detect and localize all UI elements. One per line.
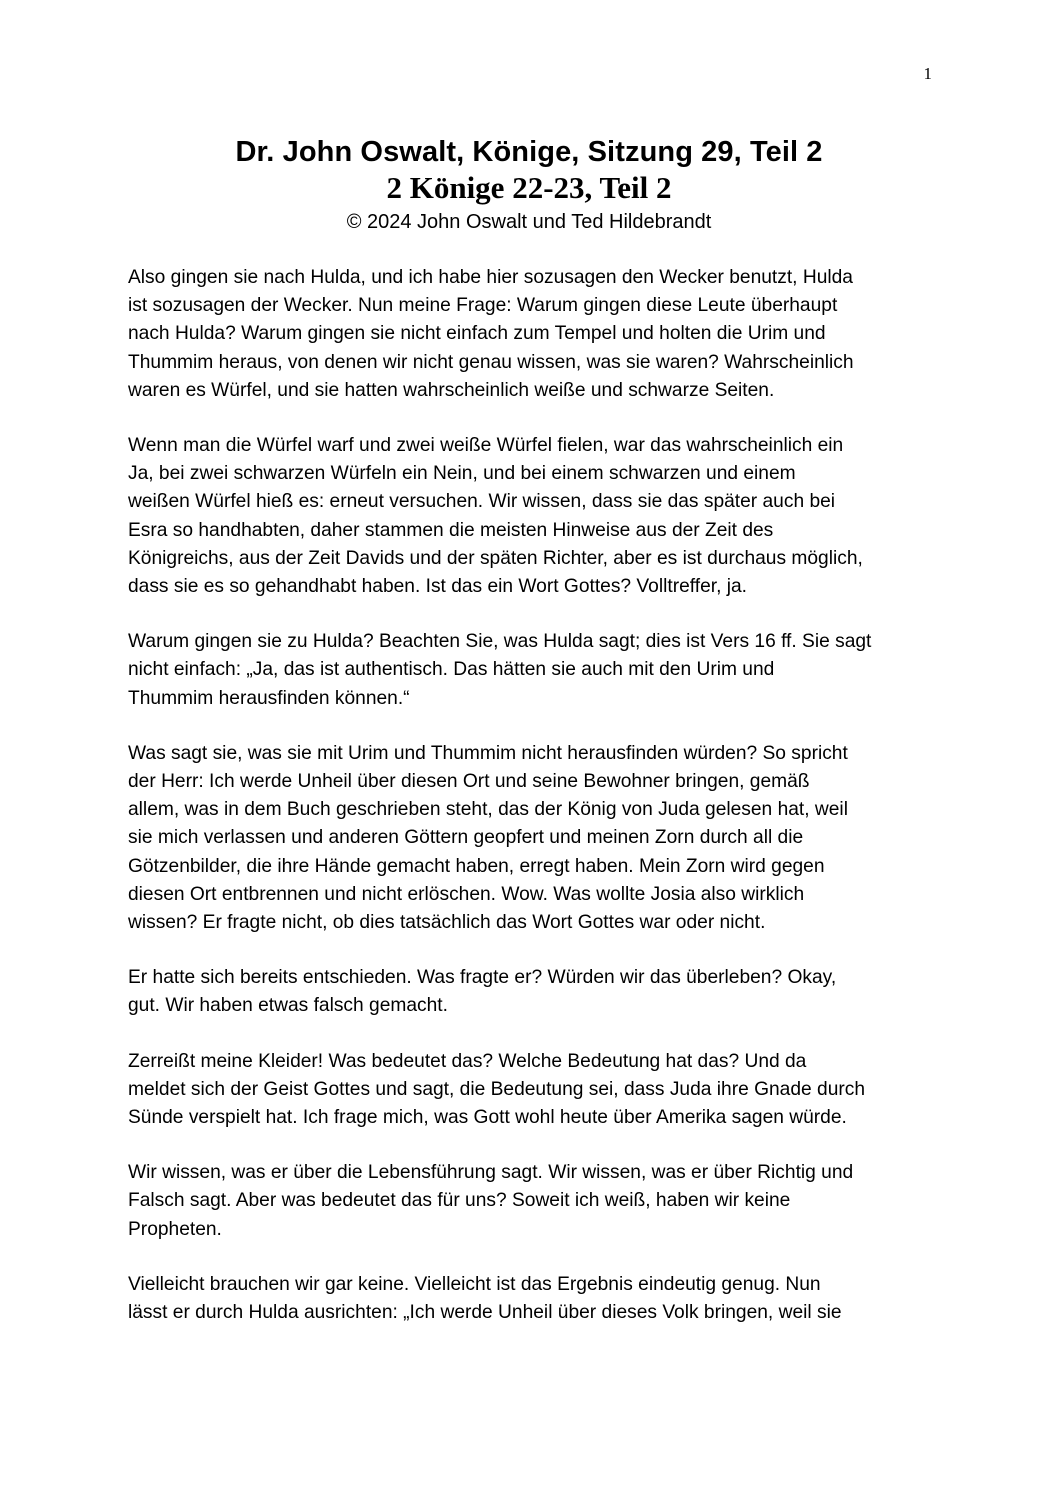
document-header [0, 134, 1058, 236]
document-title: Dr. John Oswalt, Könige, Sitzung 29, Teil 2 [235, 136, 823, 168]
text-line: nicht einfach: „Ja, das ist authentisch. Das hätten sie auch mit den Urim und [128, 659, 775, 681]
paragraph [128, 740, 938, 937]
text-line: Falsch sagt. Aber was bedeutet das für uns? Soweit ich weiß, haben wir keine [128, 1190, 791, 1212]
text-line: der Herr: Ich werde Unheil über diesen Ort und seine Bewohner bringen, gemäß [128, 771, 810, 793]
text-line: Thummim heraus, von denen wir nicht genau wissen, was sie waren? Wahrscheinlich [128, 351, 854, 373]
text-line: Er hatte sich bereits entschieden. Was fragte er? Würden wir das überleben? Okay, [128, 967, 837, 989]
text-line: gut. Wir haben etwas falsch gemacht. [128, 995, 448, 1017]
text-line: Thummim herausfinden können.“ [128, 687, 410, 709]
text-line: sie mich verlassen und anderen Göttern geopfert und meinen Zorn durch all die [128, 827, 804, 849]
text-line: Zerreißt meine Kleider! Was bedeutet das? Welche Bedeutung hat das? Und da [128, 1050, 807, 1072]
text-line: Also gingen sie nach Hulda, und ich habe hier sozusagen den Wecker benutzt, Hulda [128, 267, 853, 288]
paragraph [128, 432, 938, 601]
text-line: wissen? Er fragte nicht, ob dies tatsächlich das Wort Gottes war oder nicht. [128, 912, 766, 934]
text-line: waren es Würfel, und sie hatten wahrscheinlich weiße und schwarze Seiten. [128, 379, 775, 401]
text-line: Vielleicht brauchen wir gar keine. Vielleicht ist das Ergebnis eindeutig genug. Nun [128, 1273, 821, 1295]
document-body [128, 264, 938, 1354]
copyright-notice: © 2024 John Oswalt und Ted Hildebrandt [346, 211, 712, 233]
paragraph [128, 1048, 938, 1133]
text-line: allem, was in dem Buch geschrieben steht, das der König von Juda gelesen hat, weil [128, 799, 848, 821]
text-line: Warum gingen sie zu Hulda? Beachten Sie, was Hulda sagt; dies ist Vers 16 ff. Sie sagt [128, 631, 872, 653]
page-number: 1 [923, 64, 932, 83]
text-line: Propheten. [128, 1218, 222, 1240]
text-line: lässt er durch Hulda ausrichten: „Ich werde Unheil über dieses Volk bringen, weil sie [128, 1302, 842, 1324]
text-line: Esra so handhabten, daher stammen die meisten Hinweise aus der Zeit des [128, 519, 774, 541]
paragraph [128, 628, 938, 713]
text-line: ist sozusagen der Wecker. Nun meine Frage: Warum gingen diese Leute überhaupt [128, 295, 838, 317]
text-line: Sünde verspielt hat. Ich frage mich, was Gott wohl heute über Amerika sagen würde. [128, 1107, 847, 1129]
text-line: Ja, bei zwei schwarzen Würfeln ein Nein, und bei einem schwarzen und einem [128, 463, 796, 485]
paragraph [128, 1271, 938, 1327]
text-line: Wenn man die Würfel warf und zwei weiße Würfel fielen, war das wahrscheinlich ein [128, 435, 844, 457]
paragraph [128, 264, 938, 405]
text-line: dass sie es so gehandhabt haben. Ist das ein Wort Gottes? Volltreffer, ja. [128, 576, 748, 598]
text-line: Wir wissen, was er über die Lebensführung sagt. Wir wissen, was er über Richtig und [128, 1162, 854, 1184]
text-line: Königreichs, aus der Zeit Davids und der späten Richter, aber es ist durchaus möglich, [128, 547, 863, 569]
text-line: nach Hulda? Warum gingen sie nicht einfach zum Tempel und holten die Urim und [128, 323, 826, 345]
text-line: weißen Würfel hieß es: erneut versuchen. Wir wissen, dass sie das später auch bei [128, 491, 836, 513]
paragraph [128, 1159, 938, 1244]
text-line: diesen Ort entbrennen und nicht erlöschen. Wow. Was wollte Josia also wirklich [128, 883, 805, 905]
document-subtitle: 2 Könige 22-23, Teil 2 [386, 170, 672, 205]
text-line: meldet sich der Geist Gottes und sagt, die Bedeutung sei, dass Juda ihre Gnade durch [128, 1078, 866, 1100]
text-line: Was sagt sie, was sie mit Urim und Thummim nicht herausfinden würden? So spricht [128, 742, 848, 764]
text-line: Götzenbilder, die ihre Hände gemacht haben, erregt haben. Mein Zorn wird gegen [128, 855, 825, 877]
paragraph [128, 964, 938, 1020]
